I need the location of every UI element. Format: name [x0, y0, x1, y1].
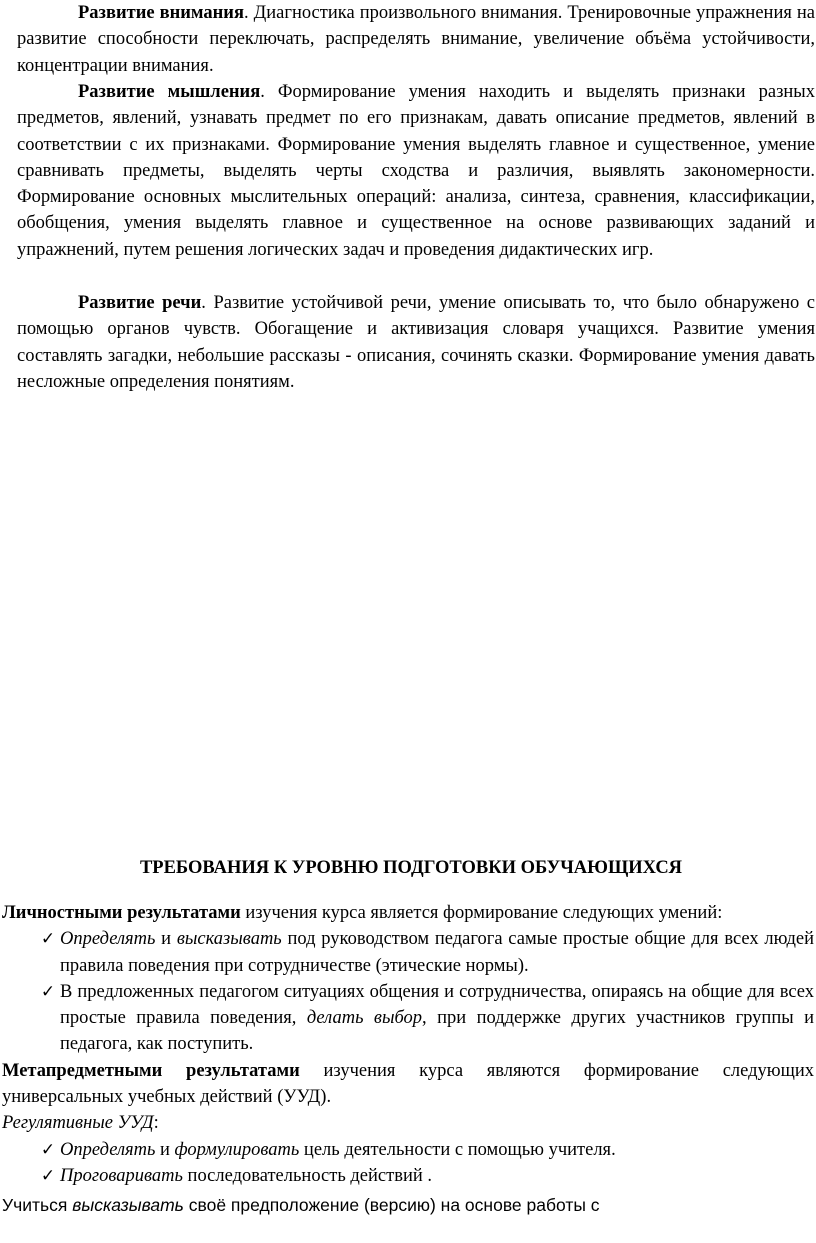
last-line-start: Учиться [2, 1195, 73, 1215]
regulative-label-line [2, 1110, 814, 1136]
requirements-heading: ТРЕБОВАНИЯ К УРОВНЮ ПОДГОТОВКИ ОБУЧАЮЩИХСЯ [139, 858, 683, 878]
last-line-end: своё предположение (версию) на основе работы с [183, 1195, 600, 1215]
item-text: и [155, 929, 177, 950]
item-italic: Определять [60, 929, 156, 950]
last-line [2, 1192, 814, 1218]
item-italic: Определять [60, 1139, 156, 1160]
thinking-text: . Формирование умения находить и выделять признаки разных предметов, явлений, узнавать предмет по его признакам, давать описание предметов, явлений в соответствии с их признаками. Формирование умения выделять главное и существенное, умение сравнивать предметы, выделять черты сходства и различия, выявлять закономерности. Формирование основных мыслительных операций: анализа, синтеза, сравнения, классификации, обобщения, умения выделять главное и существенное на основе развивающих заданий и упражнений, путем решения логических задач и проведения дидактических игр. [17, 82, 815, 260]
attention-text: . Диагностика произвольного внимания. Тренировочные упражнения на развитие способности переключать, распределять внимание, увеличение объёма устойчивости, концентрации внимания. [17, 3, 815, 76]
speech-title: Развитие речи [78, 293, 202, 313]
paragraph-speech [17, 290, 815, 395]
list-item [2, 926, 814, 979]
item-italic: формулировать [174, 1139, 300, 1160]
item-italic: Проговаривать [60, 1165, 183, 1186]
check-icon: ✓ [40, 929, 56, 950]
item-text: , при поддержке других участников группы и педагога, как поступить. [60, 1008, 814, 1055]
requirements-block [2, 900, 814, 1189]
speech-text: . Развитие устойчивой речи, умение описывать то, что было обнаружено с помощью органов чувств. Обогащение и активизация словаря учащихся. Развитие умения составлять загадки, небольшие рассказы - описания, сочинять сказки. Формирование умения давать несложные определения понятиям. [17, 293, 815, 392]
check-icon: ✓ [40, 981, 56, 1002]
regulative-list [2, 1137, 814, 1190]
item-text: и [155, 1139, 175, 1160]
list-item [2, 1137, 814, 1163]
meta-text: изучения курса являются формирование следующих универсальных учебных действий (УУД). [2, 1060, 814, 1108]
personal-text: изучения курса является формирование следующих умений: [240, 903, 723, 923]
meta-title: Метапредметными результатами [2, 1060, 300, 1081]
personal-results-line [2, 900, 814, 926]
check-icon: ✓ [40, 1139, 56, 1160]
regulative-label: Регулятивные УУД [2, 1113, 154, 1134]
last-line-italic: высказывать [72, 1195, 184, 1215]
attention-title: Развитие внимания [78, 3, 244, 23]
paragraph-attention [17, 0, 815, 79]
item-text: цель деятельности с помощью учителя. [299, 1139, 616, 1160]
item-text: В предложенных педагогом ситуациях общения и сотрудничества, опираясь на общие для всех простые правила поведения, [60, 981, 814, 1029]
thinking-title: Развитие мышления [78, 82, 261, 102]
item-italic: высказывать [176, 929, 282, 950]
personal-title: Личностными результатами [2, 903, 241, 923]
item-text: под руководством педагога самые простые общие для всех людей правила поведения при сотрудничестве (этические нормы). [60, 929, 814, 976]
paragraph-thinking [17, 79, 815, 263]
meta-results-line [2, 1058, 814, 1111]
item-text: последовательность действий . [182, 1165, 432, 1186]
list-item [2, 1163, 814, 1189]
list-item [2, 979, 814, 1058]
check-icon: ✓ [40, 1165, 56, 1186]
regulative-colon: : [153, 1113, 159, 1134]
item-italic: делать выбор [306, 1008, 423, 1029]
personal-list [2, 926, 814, 1057]
